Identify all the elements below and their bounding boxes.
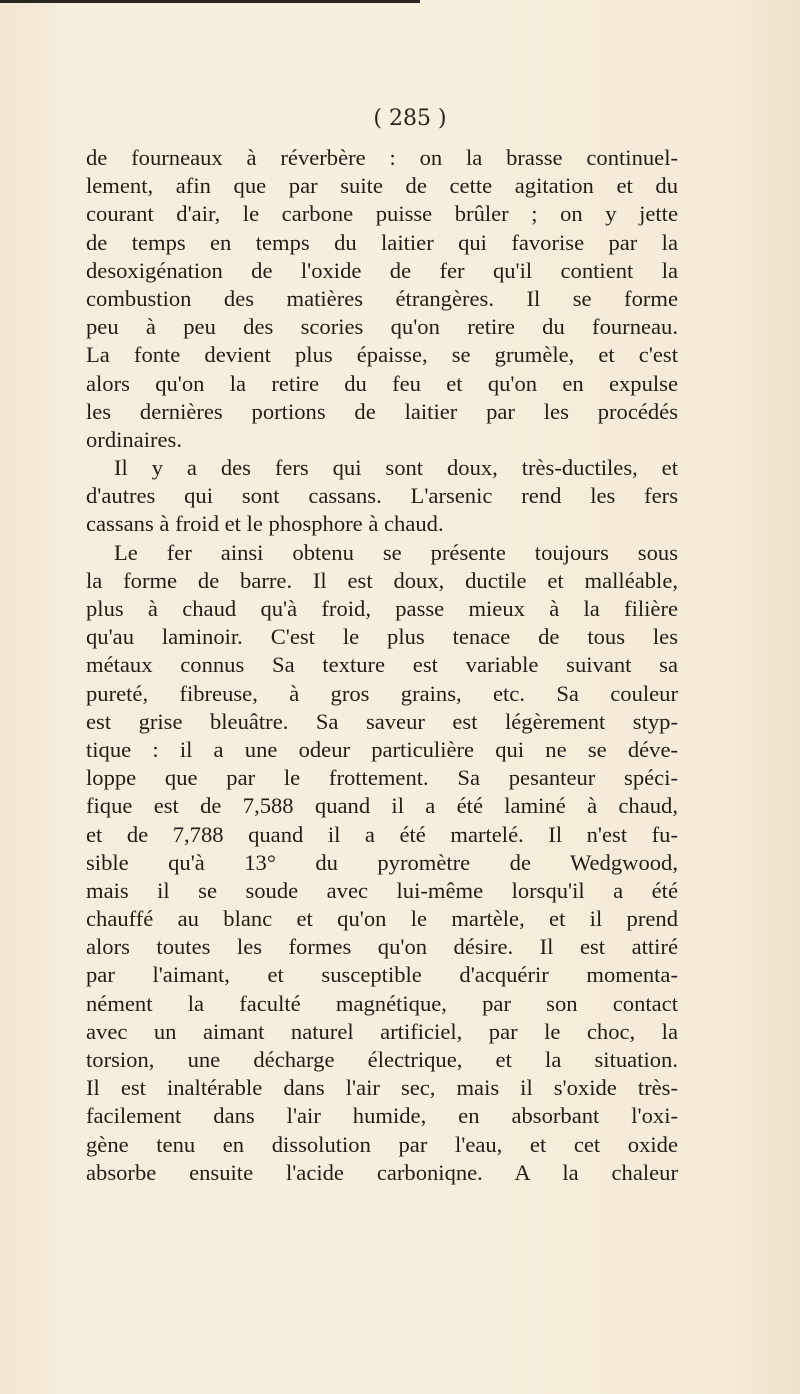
text-line: Il est inaltérable dans l'air sec, mais il s'oxide très- [86, 1075, 678, 1101]
text-line: sible qu'à 13° du pyromètre de Wedgwood, [86, 849, 678, 875]
text-line: lement, afin que par suite de cette agitation et du [86, 173, 678, 199]
text-line: peu à peu des scories qu'on retire du fourneau. [86, 314, 678, 340]
text-line: tique : il a une odeur particulière qui ne se déve- [86, 736, 678, 762]
text-line: la forme de barre. Il est doux, ductile et malléable, [86, 567, 678, 593]
text-line: ordinaires. [86, 426, 182, 452]
text-line: combustion des matières étrangères. Il se forme [86, 285, 678, 311]
text-line: gène tenu en dissolution par l'eau, et cet oxide [86, 1131, 678, 1157]
text-line: de temps en temps du laitier qui favorise par la [86, 229, 678, 255]
text-line: courant d'air, le carbone puisse brûler ; on y jette [86, 201, 678, 227]
text-line: alors qu'on la retire du feu et qu'on en expulse [86, 370, 678, 396]
text-line: facilement dans l'air humide, en absorbant l'oxi- [86, 1103, 678, 1129]
text-line: mais il se soude avec lui-même lorsqu'il a été [86, 877, 678, 903]
body-text [86, 144, 678, 1187]
text-line: pureté, fibreuse, à gros grains, etc. Sa couleur [86, 680, 678, 706]
text-line: Il y a des fers qui sont doux, très-ductiles, et [114, 455, 678, 481]
text-line: nément la faculté magnétique, par son contact [86, 990, 678, 1016]
text-line: les dernières portions de laitier par les procédés [86, 398, 678, 424]
text-line: avec un aimant naturel artificiel, par le choc, la [86, 1018, 678, 1044]
page-number: ( 285 ) [373, 106, 447, 131]
text-line: plus à chaud qu'à froid, passe mieux à la filière [86, 596, 678, 621]
text-line: desoxigénation de l'oxide de fer qu'il contient la [86, 257, 678, 283]
text-line: La fonte devient plus épaisse, se grumèle, et c'est [86, 342, 678, 368]
text-line: alors toutes les formes qu'on désire. Il est attiré [86, 934, 678, 960]
text-line: Le fer ainsi obtenu se présente toujours sous [114, 539, 678, 565]
text-line: loppe que par le frottement. Sa pesanteur spéci- [86, 765, 678, 791]
text-line: est grise bleuâtre. Sa saveur est légèrement styp- [86, 708, 678, 734]
text-line: fique est de 7,588 quand il a été laminé à chaud, [86, 793, 678, 819]
text-line: absorbe ensuite l'acide carboniqne. A la chaleur [86, 1159, 678, 1185]
text-line: chauffé au blanc et qu'on le martèle, et il prend [86, 906, 678, 932]
text-line: par l'aimant, et susceptible d'acquérir momenta- [86, 962, 678, 988]
top-edge-rule [0, 0, 420, 3]
text-line: de fourneaux à réverbère : on la brasse continuel- [86, 145, 678, 170]
text-line: qu'au laminoir. C'est le plus tenace de tous les [86, 624, 678, 650]
text-line: métaux connus Sa texture est variable suivant sa [86, 652, 678, 678]
text-line: torsion, une décharge électrique, et la situation. [86, 1047, 678, 1072]
text-line: et de 7,788 quand il a été martelé. Il n'est fu- [86, 821, 678, 847]
text-line: cassans à froid et le phosphore à chaud. [86, 511, 444, 537]
text-line: d'autres qui sont cassans. L'arsenic rend les fers [86, 483, 678, 509]
